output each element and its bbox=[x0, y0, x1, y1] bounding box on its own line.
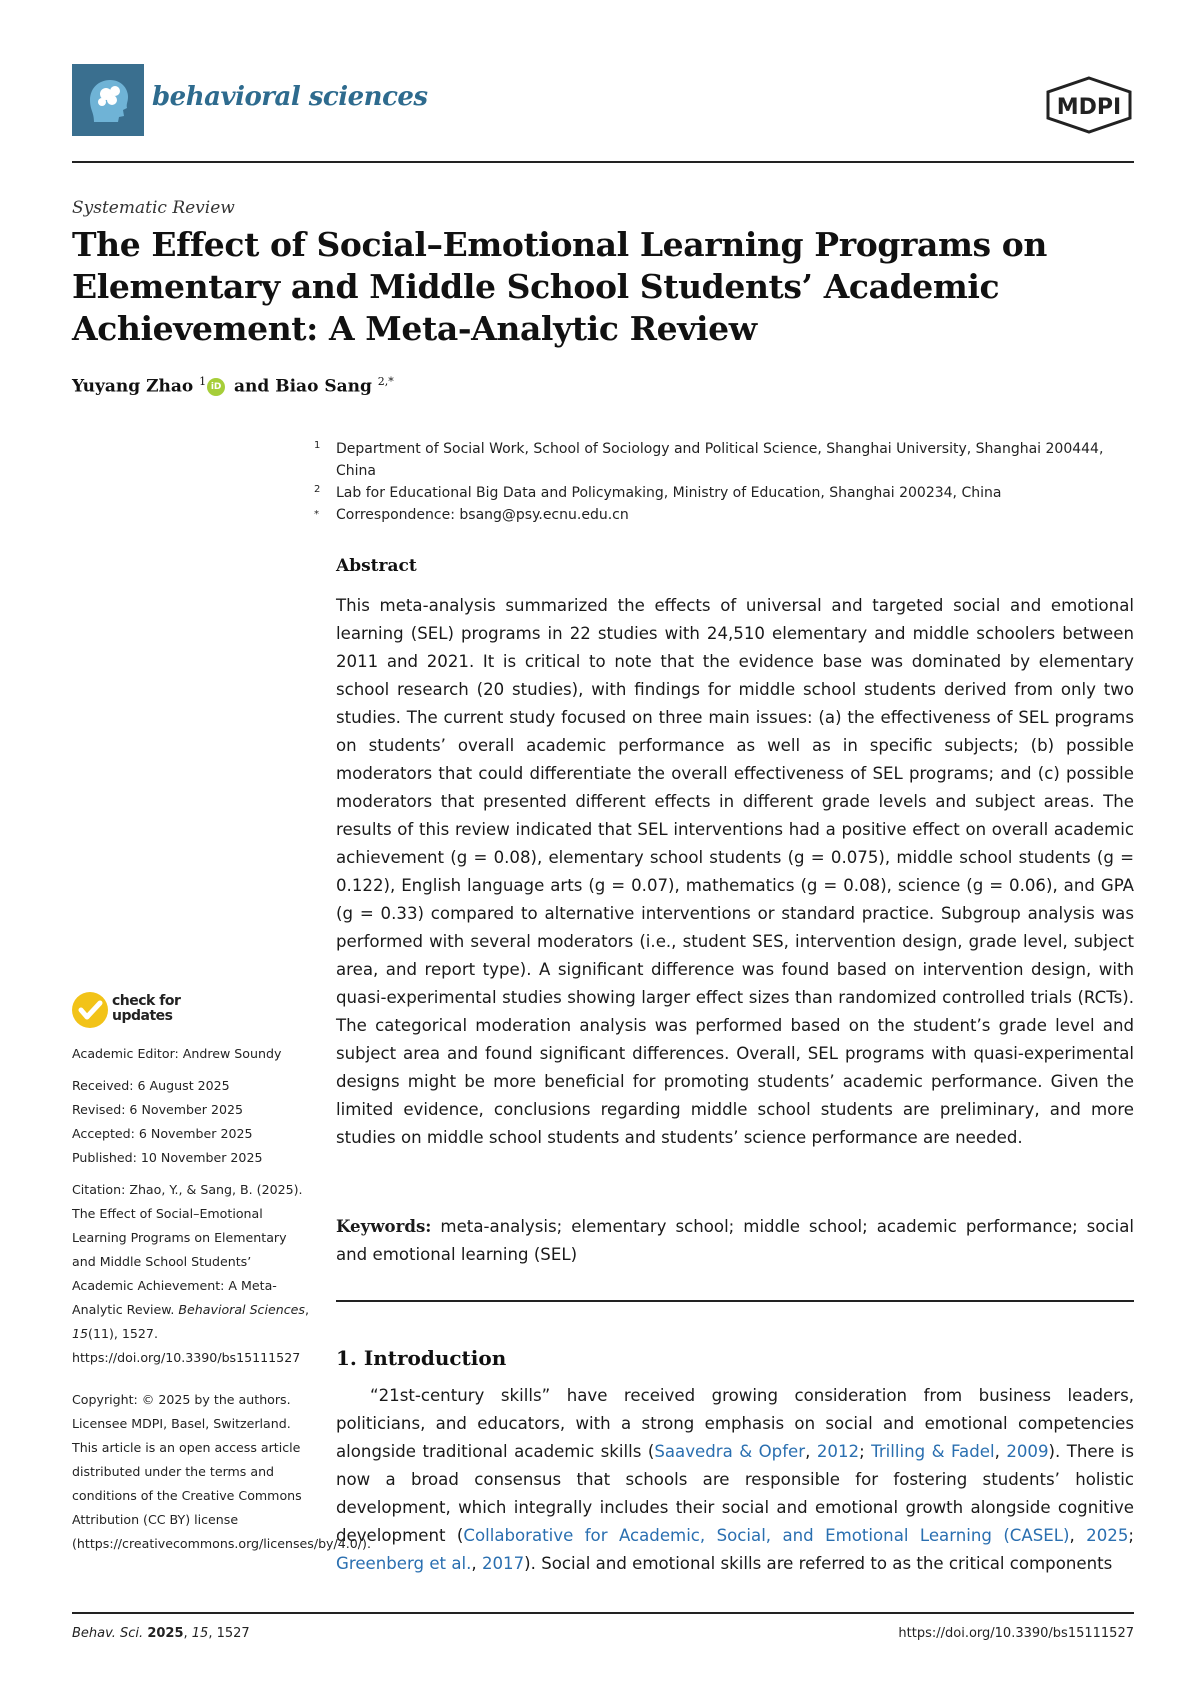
check-for-updates-icon bbox=[72, 992, 108, 1028]
introduction-paragraph bbox=[336, 1382, 1134, 1578]
footer-year: 2025 bbox=[147, 1626, 184, 1641]
text-run: , bbox=[994, 1442, 1007, 1461]
citation-text: , bbox=[304, 1302, 309, 1317]
footer-citation bbox=[72, 1626, 250, 1641]
text-run: ). There is now a broad consensus that schools are responsible for fostering students’ holistic development, which integrally includes their social and emotional growth alongside cognitive development ( bbox=[336, 1442, 1134, 1545]
orcid-icon[interactable]: iD bbox=[207, 378, 225, 396]
check-for-updates-button[interactable] bbox=[72, 992, 182, 1032]
text-run: , bbox=[471, 1554, 482, 1573]
footer-article-number: 1527 bbox=[216, 1626, 250, 1641]
affiliation-text: Lab for Educational Big Data and Policymaking, Ministry of Education, Shanghai 200234, China bbox=[336, 485, 1002, 501]
affiliation-mark: * bbox=[314, 509, 319, 520]
author-affiliation-mark: 1 bbox=[199, 375, 207, 388]
text-run: “21st-century skills” have received growing consideration from business leaders, politicians, and educators, with a strong emphasis on social and emotional competencies alongside traditional academic skills ( bbox=[336, 1386, 1134, 1461]
citation-link[interactable]: 2012 bbox=[816, 1442, 860, 1461]
citation-link[interactable]: 2009 bbox=[1006, 1442, 1049, 1461]
footer-volume: 15 bbox=[191, 1626, 209, 1641]
abstract-heading: Abstract bbox=[336, 556, 417, 576]
author-affiliation-mark: 2,* bbox=[377, 375, 394, 388]
text-run: ; bbox=[1128, 1526, 1134, 1545]
affiliation-item bbox=[314, 438, 1116, 482]
academic-editor: Academic Editor: Andrew Soundy bbox=[72, 1046, 282, 1061]
affiliation-mark: 1 bbox=[314, 440, 321, 451]
copyright-notice: Copyright: © 2025 by the authors. Licensee MDPI, Basel, Switzerland. This article is an open access article distributed under the terms and conditions of the Creative Commons Attribution (CC BY) license (https://creativecommons.org/licenses/by/4.0/). bbox=[72, 1392, 371, 1551]
author-list bbox=[72, 375, 394, 397]
affiliation-item bbox=[314, 504, 1116, 526]
date-published: Published: 10 November 2025 bbox=[72, 1150, 263, 1165]
date-received: Received: 6 August 2025 bbox=[72, 1078, 230, 1093]
check-for-updates-label: updates bbox=[112, 1008, 173, 1024]
journal-name: behavioral sciences bbox=[152, 82, 428, 112]
abstract-text: This meta-analysis summarized the effects of universal and targeted social and emotional learning (SEL) programs in 22 studies with 24,510 elementary and middle schoolers between 2011 and 2021. It is critical to note that the evidence base was dominated by elementary school research (20 studies), with findings for middle school students derived from only two studies. The current study focused on three main issues: (a) the effectiveness of SEL programs on students’ overall academic performance as well as in specific subjects; (b) possible moderators that could differentiate the overall effectiveness of SEL programs; and (c) possible moderators that presented different effects in different grade levels and subject areas. The results of this review indicated that SEL interventions had a positive effect on overall academic achievement (g = 0.08), elementary school students (g = 0.075), middle school students (g = 0.122), English language arts (g = 0.07), mathematics (g = 0.08), science (g = 0.06), and GPA (g = 0.33) compared to alternative interventions or standard practice. Subgroup analysis was performed with several moderators (i.e., student SES, intervention design, grade level, subject area, and report type). A significant difference was found based on intervention design, with quasi-experimental studies showing larger effect sizes than randomized controlled trials (RCTs). The categorical moderation analysis was performed based on the student’s grade level and subject area and found significant differences. Overall, SEL programs with quasi-experimental designs might be more beneficial for promoting students’ academic performance. Given the limited evidence, conclusions regarding middle school students are preliminary, and more studies on middle school students and students’ science performance are needed. bbox=[336, 596, 1134, 1147]
section-heading: 1. Introduction bbox=[336, 1346, 507, 1370]
citation-link[interactable]: Greenberg et al. bbox=[336, 1554, 472, 1573]
check-for-updates-label: check for bbox=[112, 993, 181, 1009]
footer-separator: , bbox=[183, 1626, 192, 1641]
author-connector: and bbox=[228, 376, 276, 397]
keywords-text: meta-analysis; elementary school; middle school; academic performance; social and emotional learning (SEL) bbox=[336, 1217, 1134, 1264]
citation-link[interactable]: Collaborative for Academic, Social, and Emotional Learning (CASEL) bbox=[463, 1526, 1070, 1545]
date-accepted: Accepted: 6 November 2025 bbox=[72, 1126, 253, 1141]
citation-link[interactable]: Saavedra & Opfer bbox=[654, 1442, 806, 1461]
correspondence-email[interactable]: Correspondence: bsang@psy.ecnu.edu.cn bbox=[336, 507, 629, 523]
text-run: , bbox=[1069, 1526, 1087, 1545]
author-name[interactable]: Biao Sang bbox=[275, 376, 372, 397]
affiliation-text: Department of Social Work, School of Sociology and Political Science, Shanghai University, Shanghai 200444, China bbox=[336, 441, 1104, 479]
footer-divider bbox=[72, 1612, 1134, 1614]
footer-doi-link[interactable]: https://doi.org/10.3390/bs15111527 bbox=[898, 1626, 1134, 1641]
footer-journal: Behav. Sci. bbox=[72, 1626, 144, 1641]
citation-block bbox=[72, 1178, 312, 1370]
keywords bbox=[336, 1212, 1134, 1269]
footer-separator: , bbox=[208, 1626, 217, 1641]
citation-journal: Behavioral Sciences bbox=[178, 1302, 305, 1317]
affiliation-item bbox=[314, 482, 1116, 504]
mdpi-logo-icon bbox=[1044, 76, 1134, 134]
date-revised: Revised: 6 November 2025 bbox=[72, 1102, 244, 1117]
article-type: Systematic Review bbox=[72, 198, 235, 218]
publisher-name: MDPI bbox=[1056, 95, 1122, 120]
header-divider bbox=[72, 161, 1134, 163]
text-run: , bbox=[805, 1442, 817, 1461]
citation-link[interactable]: 2025 bbox=[1086, 1526, 1129, 1545]
citation-link[interactable]: 2017 bbox=[481, 1554, 525, 1573]
section-divider bbox=[336, 1300, 1134, 1302]
citation-doi[interactable]: (11), 1527. https://doi.org/10.3390/bs15111527 bbox=[72, 1326, 301, 1365]
page-title: The Effect of Social–Emotional Learning Programs on Elementary and Middle School Students’ Academic Achievement: A Meta-Analytic Review bbox=[72, 225, 1047, 348]
journal-logo-icon bbox=[72, 64, 144, 136]
text-run: ; bbox=[859, 1442, 872, 1461]
citation-link[interactable]: Trilling & Fadel bbox=[871, 1442, 995, 1461]
affiliation-mark: 2 bbox=[314, 484, 321, 495]
text-run: ). Social and emotional skills are referred to as the critical components bbox=[524, 1554, 1113, 1573]
author-name[interactable]: Yuyang Zhao bbox=[72, 376, 194, 397]
citation-volume: 15 bbox=[72, 1326, 89, 1341]
keywords-label: Keywords: bbox=[336, 1216, 432, 1236]
citation-text: Citation: Zhao, Y., & Sang, B. (2025). The Effect of Social–Emotional Learning Programs on Elementary and Middle School Students’ Academic Achievement: A Meta-Analytic Review. bbox=[72, 1182, 303, 1317]
